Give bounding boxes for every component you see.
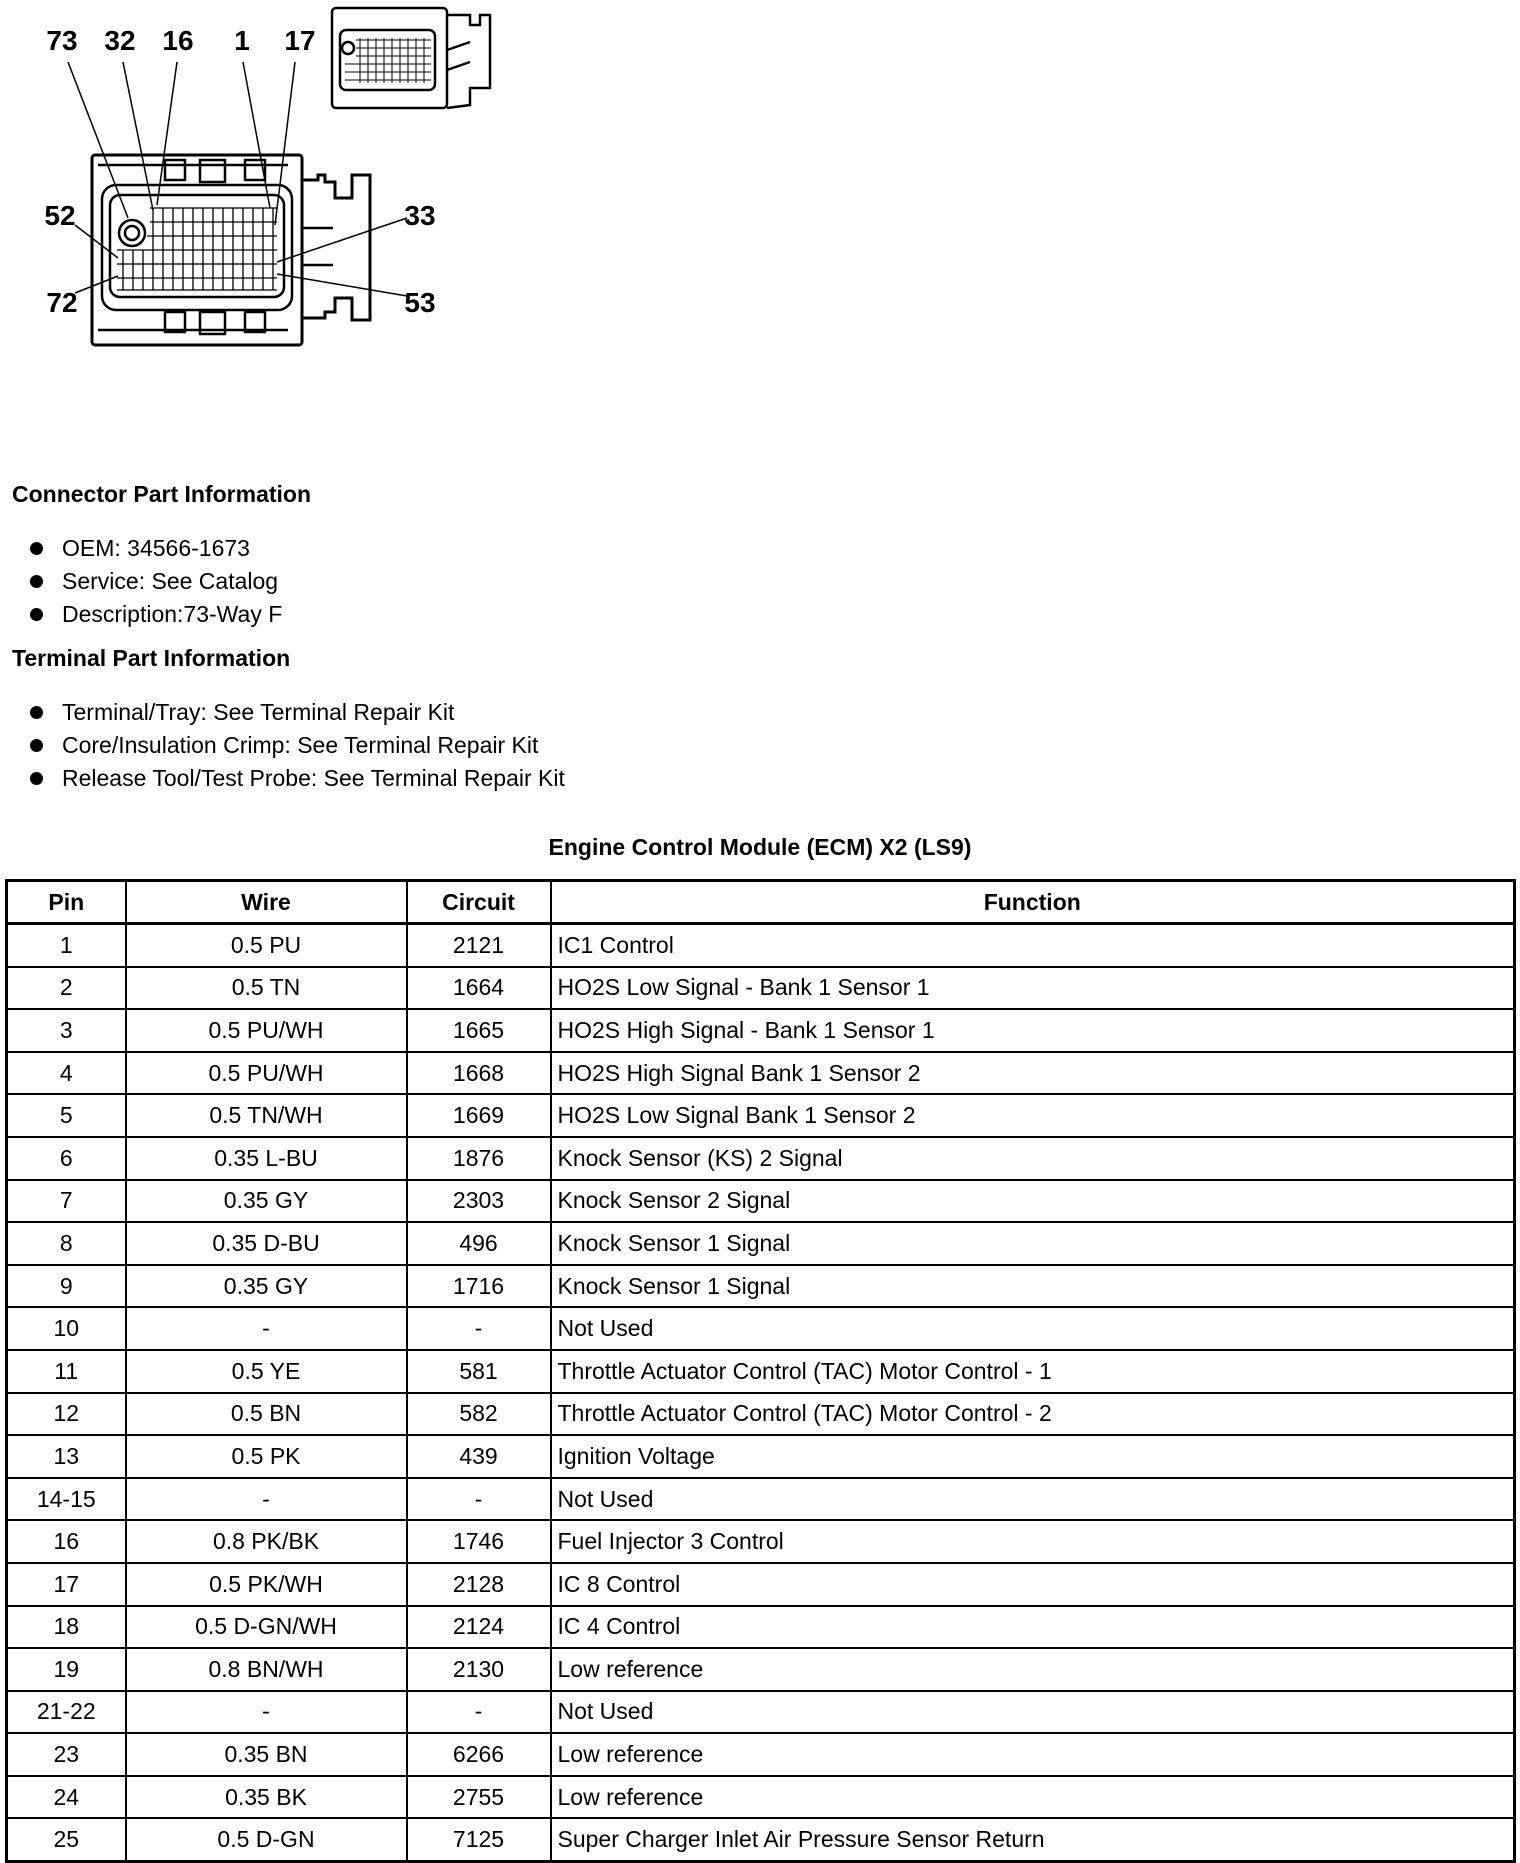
terminal-info-heading: Terminal Part Information [12,645,291,671]
pin-cell: 5 [7,1094,126,1137]
table-row [7,967,1515,1010]
wire-cell: - [126,1307,407,1350]
wire-cell: 0.5 D-GN/WH [126,1606,407,1649]
function-cell: Fuel Injector 3 Control [551,1520,1515,1563]
circuit-cell: 1876 [407,1137,551,1180]
circuit-cell: - [407,1691,551,1734]
circuit-cell: 1668 [407,1052,551,1095]
pin-label-32: 32 [104,25,136,56]
wire-cell: 0.35 L-BU [126,1137,407,1180]
pin-cell: 25 [7,1818,126,1861]
circuit-cell: 1669 [407,1094,551,1137]
function-cell: Knock Sensor 2 Signal [551,1180,1515,1223]
function-cell: Knock Sensor 1 Signal [551,1222,1515,1265]
circuit-cell: 582 [407,1393,551,1436]
circuit-cell: 496 [407,1222,551,1265]
pin-label-52: 52 [44,200,76,231]
pin-cell: 18 [7,1606,126,1649]
pin-cell: 12 [7,1393,126,1436]
bullet-icon [30,608,43,621]
wire-cell: 0.5 TN/WH [126,1094,407,1137]
table-row [7,1733,1515,1776]
function-cell: Low reference [551,1776,1515,1819]
table-row [7,1009,1515,1052]
pin-label-1: 1 [234,25,250,56]
circuit-cell: 6266 [407,1733,551,1776]
bullet-icon [30,542,43,555]
list-item: Core/Insulation Crimp: See Terminal Repair Kit [28,729,565,762]
pin-cell: 6 [7,1137,126,1180]
leader-lines [68,62,407,296]
function-cell: HO2S Low Signal - Bank 1 Sensor 1 [551,967,1515,1010]
table-row [7,1818,1515,1861]
function-cell: Knock Sensor 1 Signal [551,1265,1515,1308]
circuit-cell: 1665 [407,1009,551,1052]
header-wire: Wire [126,881,407,924]
header-circuit: Circuit [407,881,551,924]
wire-cell: 0.5 D-GN [126,1818,407,1861]
circuit-cell: 439 [407,1435,551,1478]
pin-label-17: 17 [284,25,316,56]
pin-cell: 10 [7,1307,126,1350]
table-row [7,1180,1515,1223]
pin-cell: 14-15 [7,1478,126,1521]
function-cell: Not Used [551,1691,1515,1734]
function-cell: Knock Sensor (KS) 2 Signal [551,1137,1515,1180]
bullet-icon [30,739,43,752]
wire-cell: 0.35 GY [126,1180,407,1223]
connector-3d-view [332,8,490,108]
bullet-icon [30,706,43,719]
function-cell: HO2S High Signal - Bank 1 Sensor 1 [551,1009,1515,1052]
circuit-cell: 581 [407,1350,551,1393]
pin-cell: 4 [7,1052,126,1095]
table-row [7,1393,1515,1436]
table-row [7,924,1515,967]
circuit-cell: - [407,1478,551,1521]
pin-cell: 2 [7,967,126,1010]
connector-pin-grid [117,208,277,290]
table-row [7,1648,1515,1691]
wire-cell: 0.35 BK [126,1776,407,1819]
wire-cell: 0.35 D-BU [126,1222,407,1265]
list-item: Service: See Catalog [28,565,282,598]
table-row [7,1137,1515,1180]
pin-cell: 1 [7,924,126,967]
wire-cell: 0.5 PK [126,1435,407,1478]
wire-cell: 0.5 PU/WH [126,1052,407,1095]
function-cell: Not Used [551,1478,1515,1521]
bullet-icon [30,772,43,785]
pin-cell: 7 [7,1180,126,1223]
pin-cell: 16 [7,1520,126,1563]
list-item: OEM: 34566-1673 [28,532,282,565]
table-row [7,1052,1515,1095]
function-cell: Low reference [551,1733,1515,1776]
table-row [7,1691,1515,1734]
connector-diagram [0,0,760,380]
wire-cell: 0.35 GY [126,1265,407,1308]
wire-cell: 0.5 TN [126,967,407,1010]
connector-info-heading: Connector Part Information [12,481,312,507]
table-row [7,1307,1515,1350]
list-item: Release Tool/Test Probe: See Terminal Repair Kit [28,762,565,795]
circuit-cell: 2128 [407,1563,551,1606]
table-row [7,1776,1515,1819]
list-item: Terminal/Tray: See Terminal Repair Kit [28,696,565,729]
circuit-cell: 2755 [407,1776,551,1819]
pin-cell: 3 [7,1009,126,1052]
wire-cell: 0.8 BN/WH [126,1648,407,1691]
pin-cell: 19 [7,1648,126,1691]
function-cell: Throttle Actuator Control (TAC) Motor Control - 1 [551,1350,1515,1393]
circuit-cell: 2303 [407,1180,551,1223]
table-row [7,1222,1515,1265]
table-row [7,1606,1515,1649]
pin-cell: 21-22 [7,1691,126,1734]
circuit-cell: 2124 [407,1606,551,1649]
pin-cell: 24 [7,1776,126,1819]
circuit-cell: - [407,1307,551,1350]
function-cell: Throttle Actuator Control (TAC) Motor Control - 2 [551,1393,1515,1436]
function-cell: Ignition Voltage [551,1435,1515,1478]
table-row [7,1520,1515,1563]
pin-cell: 17 [7,1563,126,1606]
pin-label-72: 72 [46,287,78,318]
table-row [7,1350,1515,1393]
pin-cell: 13 [7,1435,126,1478]
function-cell: Not Used [551,1307,1515,1350]
pin-cell: 8 [7,1222,126,1265]
wire-cell: 0.5 BN [126,1393,407,1436]
circuit-cell: 2121 [407,924,551,967]
bullet-icon [30,575,43,588]
wire-cell: - [126,1691,407,1734]
pin-label-33: 33 [404,200,436,231]
pin-cell: 23 [7,1733,126,1776]
function-cell: HO2S Low Signal Bank 1 Sensor 2 [551,1094,1515,1137]
header-pin: Pin [7,881,126,924]
wire-cell: 0.5 PU [126,924,407,967]
list-item: Description:73-Way F [28,598,282,631]
wire-cell: 0.5 YE [126,1350,407,1393]
wire-cell: 0.5 PK/WH [126,1563,407,1606]
circuit-cell: 7125 [407,1818,551,1861]
table-row [7,1265,1515,1308]
function-cell: Low reference [551,1648,1515,1691]
function-cell: IC 4 Control [551,1606,1515,1649]
table-row [7,1478,1515,1521]
circuit-cell: 1746 [407,1520,551,1563]
terminal-info-list [28,696,565,795]
pinout-table [5,879,1516,1863]
table-row [7,1094,1515,1137]
function-cell: IC 8 Control [551,1563,1515,1606]
connector-info-list [28,532,282,631]
function-cell: Super Charger Inlet Air Pressure Sensor Return [551,1818,1515,1861]
wire-cell: 0.8 PK/BK [126,1520,407,1563]
table-header-row [7,881,1515,924]
pin-cell: 11 [7,1350,126,1393]
circuit-cell: 2130 [407,1648,551,1691]
connector-3d-pins [345,38,431,83]
wire-cell: 0.35 BN [126,1733,407,1776]
table-row [7,1563,1515,1606]
table-row [7,1435,1515,1478]
pin-label-53: 53 [404,287,436,318]
pin-cell: 9 [7,1265,126,1308]
wire-cell: - [126,1478,407,1521]
circuit-cell: 1664 [407,967,551,1010]
header-function: Function [551,881,1515,924]
table-title: Engine Control Module (ECM) X2 (LS9) [548,834,972,860]
wire-cell: 0.5 PU/WH [126,1009,407,1052]
function-cell: IC1 Control [551,924,1515,967]
function-cell: HO2S High Signal Bank 1 Sensor 2 [551,1052,1515,1095]
pin-label-16: 16 [162,25,194,56]
pin-label-73: 73 [46,25,78,56]
circuit-cell: 1716 [407,1265,551,1308]
